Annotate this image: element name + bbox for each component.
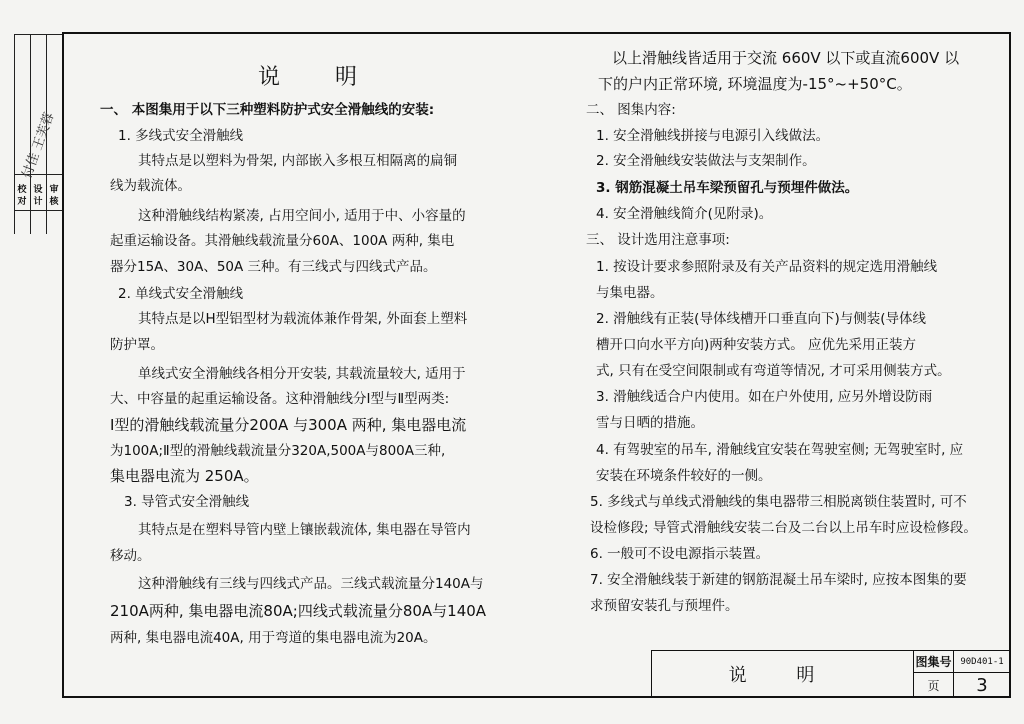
title-block-name: 说 明	[652, 651, 914, 697]
sign-off-strip	[14, 34, 62, 234]
page-number: 3	[976, 674, 988, 696]
page-title: 说 明	[258, 65, 381, 90]
item-heading: 1. 多线式安全滑触线	[118, 128, 244, 144]
list-item: 3. 滑触线适合户内使用。如在户外使用, 应另外增设防雨	[596, 389, 933, 405]
paragraph-line: 以上滑触线皆适用于交流 660V 以下或直流600V 以	[612, 49, 960, 67]
signature: 付佳 王芙蓉	[19, 110, 58, 181]
item-heading: 3. 导管式安全滑触线	[124, 494, 250, 510]
paragraph-line: 这种滑触线有三线与四线式产品。三线式载流量分140A与	[138, 576, 484, 592]
list-item: 槽开口向水平方向)两种安装方式。 应优先采用正装方	[596, 337, 917, 353]
paragraph-line: 这种滑触线结构紧凑, 占用空间小, 适用于中、小容量的	[138, 208, 466, 224]
list-item: 1. 按设计要求参照附录及有关产品资料的规定选用滑触线	[596, 259, 938, 275]
list-item: 2. 滑触线有正装(导体线槽开口垂直向下)与侧装(导体线	[596, 311, 926, 327]
paragraph-line: Ⅰ型的滑触线载流量分200A 与300A 两种, 集电器电流	[110, 416, 467, 434]
paragraph-line: 大、中容量的起重运输设备。这种滑触线分Ⅰ型与Ⅱ型两类:	[110, 391, 450, 407]
paragraph-line: 下的户内正常环境, 环境温度为-15°~+50°C。	[598, 75, 912, 93]
paragraph-line: 移动。	[110, 548, 151, 564]
paragraph-line: 集电器电流为 250A。	[110, 467, 259, 485]
list-item: 5. 多线式与单线式滑触线的集电器带三相脱离锁住装置时, 可不	[590, 494, 967, 510]
list-item: 设检修段; 导管式滑触线安装二台及二台以上吊车时应设检修段。	[590, 520, 977, 536]
list-item: 6. 一般可不设电源指示装置。	[590, 546, 770, 562]
list-item: 式, 只有在受空间限制或有弯道等情况, 才可采用侧装方式。	[596, 363, 951, 379]
section-3-heading: 三、 设计选用注意事项:	[586, 232, 730, 248]
list-item: 4. 安全滑触线简介(见附录)。	[596, 206, 773, 222]
list-item: 安装在环境条件较好的一侧。	[596, 468, 772, 484]
paragraph-line: 两种, 集电器电流40A, 用于弯道的集电器电流为20A。	[110, 630, 437, 646]
paragraph-line: 其特点是在塑料导管内壁上镶嵌载流体, 集电器在导管内	[138, 522, 471, 538]
paragraph-line: 线为载流体。	[110, 178, 191, 194]
section-2-heading: 二、 图集内容:	[586, 102, 676, 118]
strip-cell-proofread: 校对	[17, 185, 27, 207]
strip-cell-review: 审核	[49, 185, 59, 207]
list-item: 3. 钢筋混凝土吊车梁预留孔与预埋件做法。	[596, 180, 859, 196]
title-block	[651, 650, 1009, 696]
paragraph-line: 单线式安全滑触线各相分开安装, 其载流量较大, 适用于	[138, 366, 466, 382]
paragraph-line: 210A两种, 集电器电流80A;四线式载流量分80A与140A	[110, 602, 487, 620]
paragraph-line: 起重运输设备。其滑触线载流量分60A、100A 两种, 集电	[110, 233, 455, 249]
list-item: 1. 安全滑触线拼接与电源引入线做法。	[596, 128, 830, 144]
list-item: 2. 安全滑触线安装做法与支架制作。	[596, 153, 816, 169]
atlas-number-value: 90D401-1	[954, 651, 1010, 673]
list-item: 求预留安装孔与预埋件。	[590, 598, 739, 614]
section-1-heading: 一、 本图集用于以下三种塑料防护式安全滑触线的安装:	[100, 102, 435, 118]
paragraph-line: 其特点是以塑料为骨架, 内部嵌入多根互相隔离的扁铜	[138, 153, 458, 169]
atlas-number-label: 图集号	[914, 651, 954, 673]
list-item: 与集电器。	[596, 285, 664, 301]
list-item: 4. 有驾驶室的吊车, 滑触线宜安装在驾驶室侧; 无驾驶室时, 应	[596, 442, 964, 458]
strip-cell-design: 设计	[33, 185, 43, 207]
list-item: 雪与日晒的措施。	[596, 415, 704, 431]
paragraph-line: 为100A;Ⅱ型的滑触线载流量分320A,500A与800A三种,	[110, 443, 446, 459]
list-item: 7. 安全滑触线装于新建的钢筋混凝土吊车梁时, 应按本图集的要	[590, 572, 967, 588]
paragraph-line: 防护罩。	[110, 337, 164, 353]
paragraph-line: 器分15A、30A、50A 三种。有三线式与四线式产品。	[110, 259, 437, 275]
paragraph-line: 其特点是以H型铝型材为载流体兼作骨架, 外面套上塑料	[138, 311, 468, 327]
item-heading: 2. 单线式安全滑触线	[118, 286, 244, 302]
page-label: 页	[914, 673, 954, 697]
